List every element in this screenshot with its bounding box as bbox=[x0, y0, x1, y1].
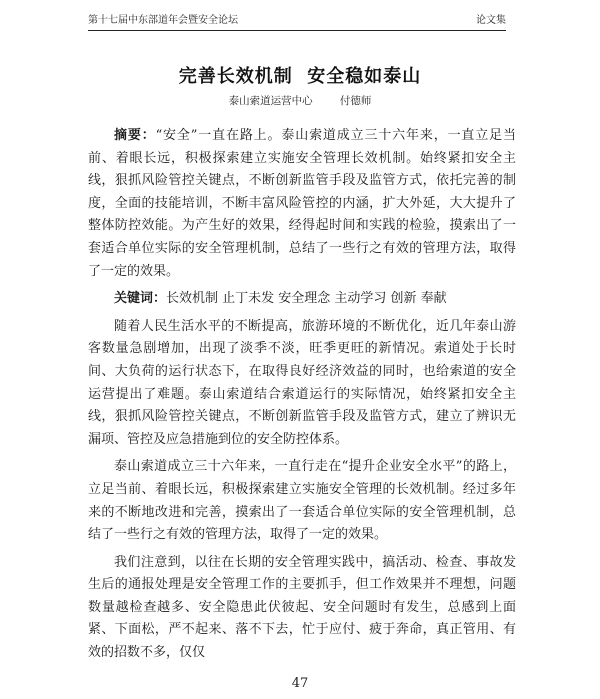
page-number: 47 bbox=[291, 676, 309, 691]
author-name: 付德师 bbox=[339, 95, 372, 107]
running-header-right: 论文集 bbox=[476, 15, 506, 26]
abstract-paragraph bbox=[88, 125, 516, 283]
body-paragraph: 随着人民生活水平的不断提高，旅游环境的不断优化，近几年泰山游客数量急剧增加，出现了淡季不淡，旺季更旺的新情况。索道处于长时间、大负荷的运行状态下，在取得良好经济效益的同时，也给索道的安全运营提出了难题。泰山索道结合索道运行的实际情况，始终紧扣安全主线，狠抓风险管控关键点，不断创新监管手段及监管方式，建立了辨识无漏项、管控及应急措施到位的安全防控体系。 bbox=[88, 318, 516, 447]
running-header-left: 第十七届中东部道年会暨安全论坛 bbox=[88, 15, 238, 26]
keywords-paragraph bbox=[88, 288, 516, 311]
body-paragraph: 我们注意到，以往在长期的安全管理实践中，搞活动、检查、事故发生后的通报处理是安全管理工作的主要抓手，但工作效果并不理想，问题数量越检查越多、安全隐患此伏彼起、安全问题时有发生，总感到上面紧、下面松，严不起来、落不下去，忙于应付、疲于奔命，真正管用、有效的招数不多，仅仅 bbox=[88, 554, 516, 661]
author-organization: 泰山索道运营中心 bbox=[228, 95, 313, 107]
abstract-text: “安全”一直在路上。泰山索道成立三十六年来，一直立足当前、着眼长远，积极探索建立实施安全管理长效机制。始终紧扣安全主线，狠抓风险管控关键点，不断创新监管手段及监管方式，依托完善的制度，全面的技能培训，不断丰富风险管控的内涵，扩大外延，大大提升了整体防控效能。为产生好的效果，经得起时间和实践的检验，摸索出了一套适合单位实际的安全管理机制，总结了一些行之有效的管理方法，取得了一定的效果。 bbox=[88, 128, 516, 279]
keywords-label: 关键词： bbox=[114, 291, 167, 307]
keywords-text: 长效机制 止丁未发 安全理念 主动学习 创新 奉献 bbox=[166, 291, 447, 307]
paper-body bbox=[88, 125, 516, 670]
abstract-label: 摘要： bbox=[114, 128, 156, 143]
body-paragraph: 泰山索道成立三十六年来，一直行走在“提升企业安全水平”的路上，立足当前、着眼长远，积极探索建立实施安全管理的长效机制。经过多年来的不断地改进和完善，摸索出了一套适合单位实际的安全管理机制，总结了一些行之有效的管理方法，取得了一定的效果。 bbox=[88, 459, 516, 543]
running-header bbox=[88, 14, 506, 31]
paper-title: 完善长效机制 安全稳如泰山 bbox=[178, 66, 422, 87]
author-line bbox=[0, 93, 600, 108]
